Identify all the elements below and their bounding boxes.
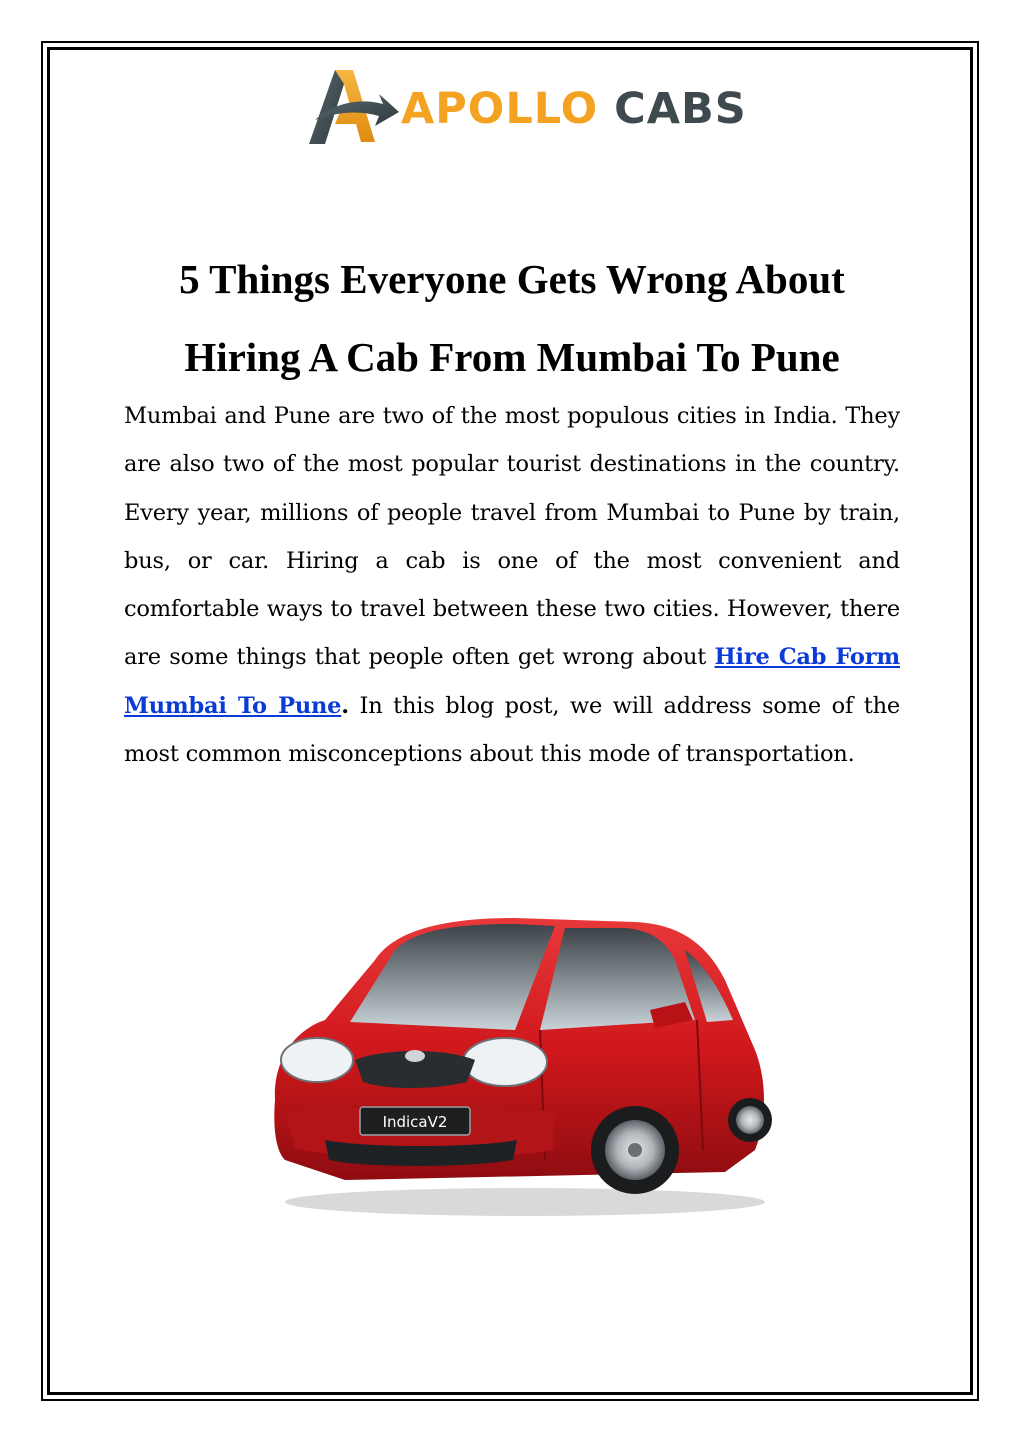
paragraph-text-after-link: In this blog post, we will address some of the most common misconceptions about this mode of transportation. [124,692,900,768]
logo-a-icon [305,68,401,148]
apollo-cabs-logo [305,68,747,148]
hire-cab-link[interactable]: Hire Cab Form Mumbai To Pune [124,644,900,719]
logo-word-cabs: CABS [614,84,747,134]
logo-wordmark [401,84,747,134]
intro-paragraph [124,392,900,778]
logo-word-apollo: APOLLO [401,84,599,134]
title-line-1: 5 Things Everyone Gets Wrong About [179,256,845,302]
link-period: . [341,692,349,719]
title-line-2: Hiring A Cab From Mumbai To Pune [184,334,840,380]
paragraph-text-before-link: Mumbai and Pune are two of the most populous cities in India. They are also two of the most popular tourist destinations in the country. Every year, millions of people travel from Mumbai to Pune by train, bus, or car. Hiring a cab is one of the most convenient and comfortable ways to travel between these two cities. However, there are some things that people often get wrong about [124,403,900,671]
red-hatchback-car-image [255,910,775,1220]
plate-text: IndicaV2 [382,1113,448,1131]
page-title [100,240,924,396]
